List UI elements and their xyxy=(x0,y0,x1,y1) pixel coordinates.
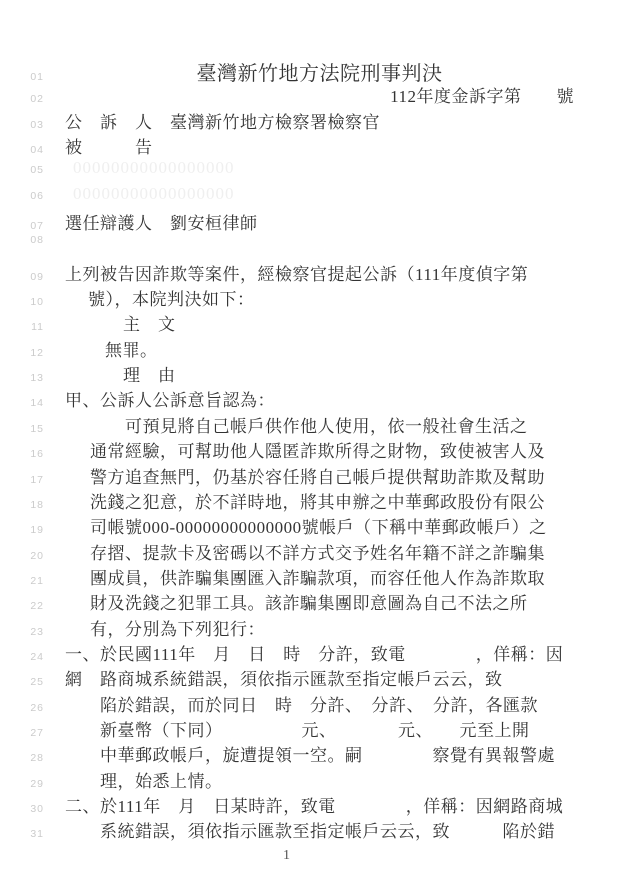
line-text: 新臺幣（下同） 元、 元、 元至上開 xyxy=(100,720,530,740)
line-text: 中華郵政帳戶，旋遭提領一空。嗣 察覺有異報警處 xyxy=(100,746,555,766)
document-line xyxy=(0,133,631,158)
line-number: 18 xyxy=(30,498,44,511)
document-line xyxy=(0,437,631,462)
document-line xyxy=(0,82,631,107)
document-line xyxy=(0,260,631,285)
line-number: 20 xyxy=(30,549,44,562)
line-number: 08 xyxy=(30,234,44,247)
line-text: 理，始悉上情。 xyxy=(100,771,223,791)
line-number: 16 xyxy=(30,448,44,461)
line-text: 00000000000000000 xyxy=(73,183,235,203)
line-number: 11 xyxy=(31,321,44,334)
document-line xyxy=(0,767,631,792)
line-number: 26 xyxy=(30,701,44,714)
line-text: 二、於111年 月 日某時許，致電 ，佯稱：因網路商城 xyxy=(65,796,564,816)
line-number: 31 xyxy=(30,828,44,841)
line-number: 27 xyxy=(30,726,44,739)
line-number: 05 xyxy=(30,164,44,177)
line-text: 無罪。 xyxy=(105,340,158,360)
line-text: 112年度金訴字第 號 xyxy=(390,87,574,107)
document-line xyxy=(0,184,631,209)
line-number: 13 xyxy=(30,372,44,385)
line-number: 02 xyxy=(30,93,44,106)
line-text: 號），本院判決如下： xyxy=(88,290,255,310)
line-text: 警方追查無門，仍基於容任將自己帳戶提供幫助詐欺及幫助 xyxy=(90,467,545,487)
document-line xyxy=(0,209,631,234)
line-number: 01 xyxy=(30,71,44,83)
document-line xyxy=(0,234,631,259)
document-line xyxy=(0,336,631,361)
document-line xyxy=(0,158,631,183)
document-line xyxy=(0,285,631,310)
line-text: 臺灣新竹地方法院刑事判決 xyxy=(196,63,443,85)
line-text: 被 告 xyxy=(65,138,153,158)
line-number: 12 xyxy=(30,346,44,359)
line-text: 00000000000000000 xyxy=(73,158,235,178)
line-number: 03 xyxy=(30,118,44,131)
document-line xyxy=(0,513,631,538)
line-text: 洗錢之犯意，於不詳時地，將其申辦之中華郵政股份有限公 xyxy=(90,492,545,512)
document-line xyxy=(0,716,631,741)
line-number: 29 xyxy=(30,777,44,790)
line-number: 25 xyxy=(30,676,44,689)
line-text: 存摺、提款卡及密碼以不詳方式交予姓名年籍不詳之詐騙集 xyxy=(90,543,545,563)
line-text: 系統錯誤，須依指示匯款至指定帳戶云云，致 陷於錯 xyxy=(100,822,555,842)
line-number: 30 xyxy=(30,802,44,815)
line-number: 10 xyxy=(30,296,44,309)
line-text: 主 文 xyxy=(123,315,176,335)
line-number: 22 xyxy=(30,600,44,613)
line-text: 一、於民國111年 月 日 時 分許，致電 ，佯稱：因網 xyxy=(65,644,564,689)
line-text: 通常經驗，可幫助他人隱匿詐欺所得之財物，致使被害人及 xyxy=(90,442,545,462)
line-text: 團成員，供詐騙集團匯入詐騙款項，而容任他人作為詐欺取 xyxy=(90,568,545,588)
line-text: 公 訴 人 臺灣新竹地方檢察署檢察官 xyxy=(65,112,380,132)
line-number: 09 xyxy=(30,270,44,283)
document-line xyxy=(0,741,631,766)
page-footer-number: 1 xyxy=(283,848,290,863)
document-line xyxy=(0,488,631,513)
document-line xyxy=(0,539,631,564)
line-number: 24 xyxy=(30,650,44,663)
line-number: 17 xyxy=(30,473,44,486)
line-text: 司帳號000-00000000000000號帳戶（下稱中華郵政帳戶）之 xyxy=(90,518,547,538)
line-text: 有，分別為下列犯行： xyxy=(90,619,265,639)
document-line xyxy=(0,412,631,437)
line-text: 財及洗錢之犯罪工具。該詐騙集團即意圖為自己不法之所 xyxy=(90,594,528,614)
document-line xyxy=(0,615,631,640)
document-line xyxy=(0,792,631,817)
line-number: 28 xyxy=(30,752,44,765)
line-number: 07 xyxy=(30,220,44,233)
line-text: 陷於錯誤，而於同日 時 分許、 分許、 分許，各匯款 xyxy=(100,695,538,715)
line-number: 21 xyxy=(30,574,44,587)
document-line xyxy=(0,817,631,842)
document-line xyxy=(0,310,631,335)
document-line xyxy=(0,361,631,386)
document-line xyxy=(0,564,631,589)
line-text: 上列被告因詐欺等案件，經檢察官提起公訴（111年度偵字第 xyxy=(65,264,529,284)
line-text: 甲、公訴人公訴意旨認為： xyxy=(65,391,275,411)
line-number: 06 xyxy=(30,189,44,202)
document-body xyxy=(0,57,631,843)
line-number: 19 xyxy=(30,524,44,537)
line-number: 23 xyxy=(30,625,44,638)
line-number: 14 xyxy=(30,397,44,410)
document-line xyxy=(0,463,631,488)
document-line xyxy=(0,108,631,133)
line-number: 04 xyxy=(30,144,44,157)
line-number: 15 xyxy=(30,422,44,435)
document-line xyxy=(0,386,631,411)
line-text: 可預見將自己帳戶供作他人使用，依一般社會生活之 xyxy=(90,416,528,436)
document-line xyxy=(0,589,631,614)
document-line xyxy=(0,691,631,716)
document-line xyxy=(0,57,631,85)
line-text: 選任辯護人 劉安桓律師 xyxy=(65,214,258,234)
line-text: 理 由 xyxy=(123,366,176,386)
document-line xyxy=(0,665,631,690)
line-text: 路商城系統錯誤，須依指示匯款至指定帳戶云云，致 xyxy=(100,670,503,690)
